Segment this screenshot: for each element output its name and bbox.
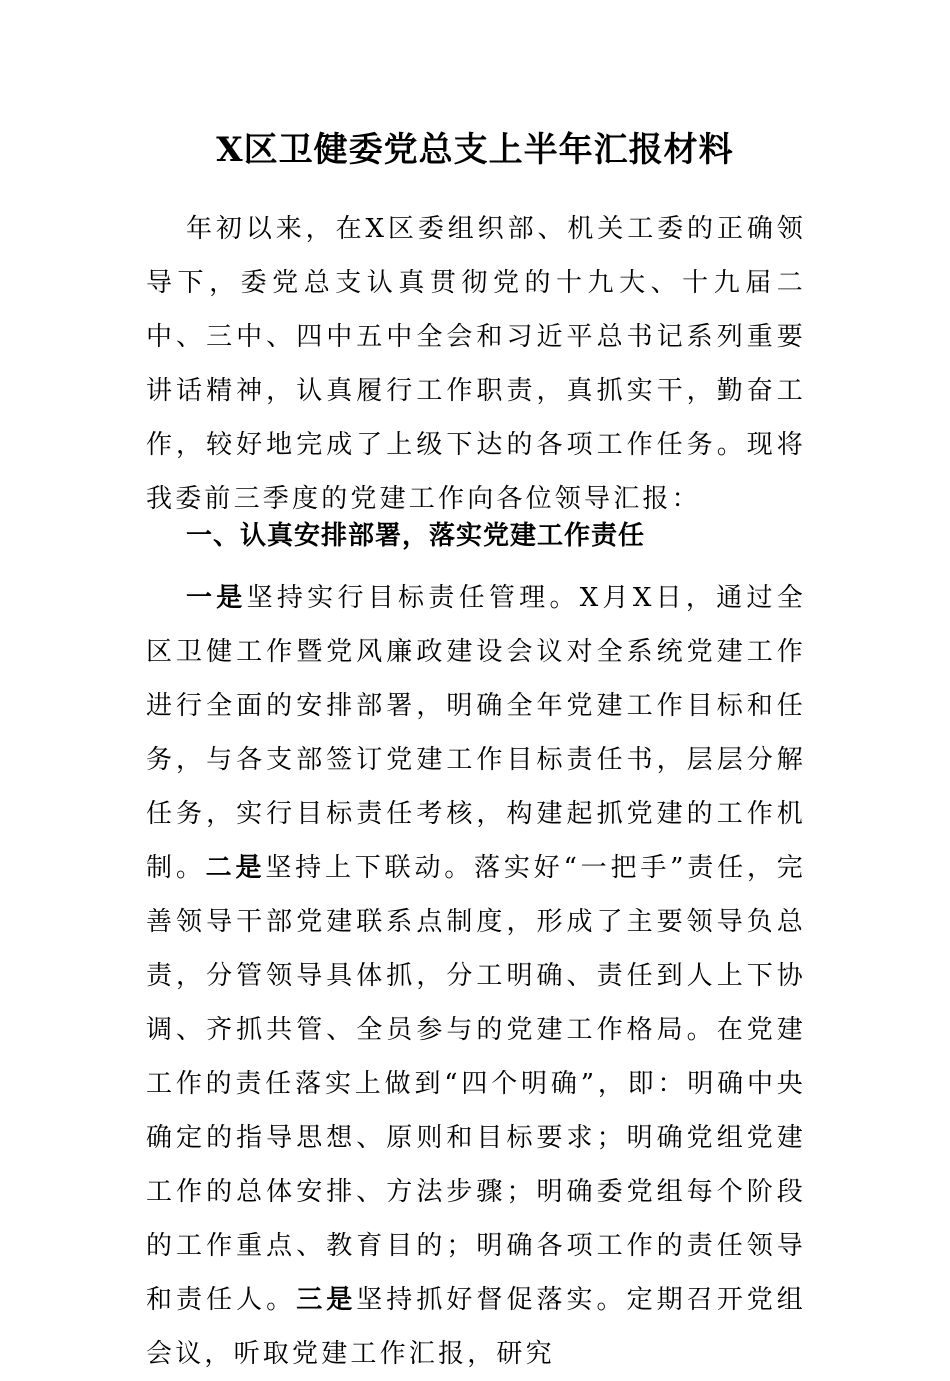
paragraph-text-1: 坚持实行目标责任管理。X月X日，通过全区卫健工作暨党风廉政建设会议对全系统党建工作进行全面的安排部署，明确全年党建工作目标和任务，与各支部签订党建工作目标责任书，层层分解任务，实行目标责任考核，构建起抓党建的工作机制。 bbox=[146, 583, 806, 883]
document-title: X区卫健委党总支上半年汇报材料 bbox=[216, 130, 734, 170]
paragraph-text-3: 坚持抓好督促落实。定期召开党组会议，听取党建工作汇报，研究 bbox=[146, 1285, 806, 1369]
lead-phrase-2: 二是 bbox=[205, 853, 266, 883]
section-paragraph bbox=[146, 571, 806, 1381]
lead-phrase-3: 三是 bbox=[296, 1285, 357, 1315]
lead-phrase-1: 一是 bbox=[186, 583, 247, 613]
intro-paragraph: 年初以来，在X区委组织部、机关工委的正确领导下，委党总支认真贯彻党的十九大、十九届二中、三中、四中五中全会和习近平总书记系列重要讲话精神，认真履行工作职责，真抓实干，勤奋工作，较好地完成了上级下达的各项工作任务。现将我委前三季度的党建工作向各位领导汇报： bbox=[146, 214, 806, 514]
paragraph-text-2: 坚持上下联动。落实好“一把手”责任，完善领导干部党建联系点制度，形成了主要领导负总责，分管领导具体抓，分工明确、责任到人上下协调、齐抓共管、全员参与的党建工作格局。在党建工作的责任落实上做到“四个明确”，即：明确中央确定的指导思想、原则和目标要求；明确党组党建工作的总体安排、方法步骤；明确委党组每个阶段的工作重点、教育目的；明确各项工作的责任领导和责任人。 bbox=[146, 853, 806, 1315]
section-heading: 一、认真安排部署，落实党建工作责任 bbox=[186, 521, 646, 551]
